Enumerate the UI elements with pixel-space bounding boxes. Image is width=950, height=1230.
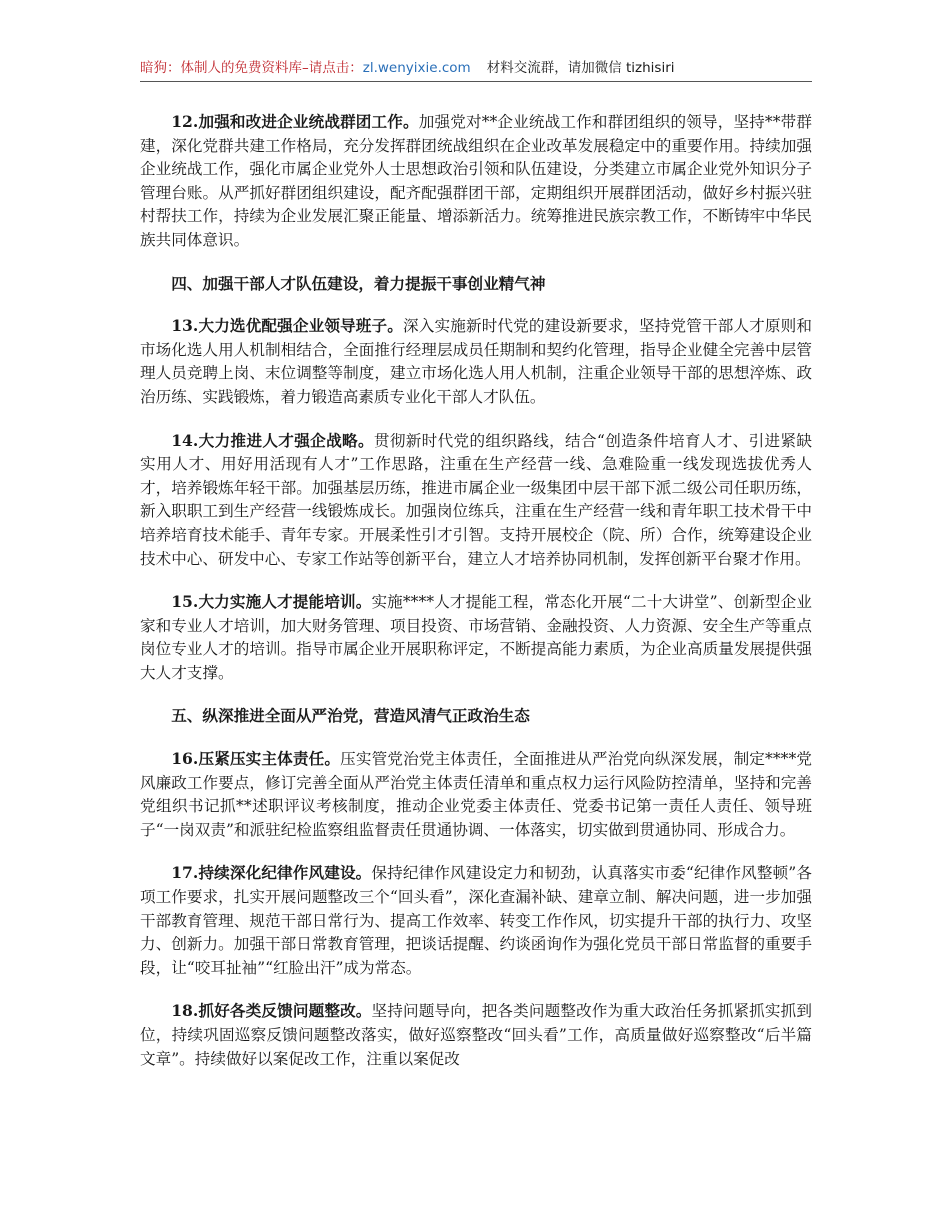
header-prompt: –请点击： xyxy=(302,60,363,76)
paragraph-16 xyxy=(140,747,812,842)
section-heading-4: 四、加强干部人才队伍建设，着力提振干事创业精气神 xyxy=(171,273,546,293)
paragraph-text: 保持纪律作风建设定力和韧劲，认真落实市委“纪律作风整顿”各项工作要求，扎实开展问题整改三个“回头看”，深化查漏补缺、建章立制、解决问题，进一步加强干部教育管理、规范干部日常行为、提高工作效率、转变工作作风，切实提升干部的执行力、攻坚力、创新力。加强干部日常教育管理，把谈话提醒、约谈函询作为强化党员干部日常监督的重要手段，让“咬耳扯袖”“红脸出汗”成为常态。 xyxy=(140,864,812,977)
paragraph-text: 加强党对**企业统战工作和群团组织的领导，坚持**带群建，深化党群共建工作格局，充分发挥群团统战组织在企业改革发展稳定中的重要作用。持续加强企业统战工作，强化市属企业党外人士思想政治引领和队伍建设，分类建立市属企业党外知识分子管理台账。从严抓好群团组织建设，配齐配强群团干部，定期组织开展群团活动，做好乡村振兴驻村帮扶工作，持续为企业发展汇聚正能量、增添新活力。统筹推进民族宗教工作，不断铸牢中华民族共同体意识。 xyxy=(140,113,812,249)
paragraph-lead: 12.加强和改进企业统战群团工作。 xyxy=(171,112,419,131)
paragraph-text: 贯彻新时代党的组织路线，结合“创造条件培育人才、引进紧缺实用人才、用好用活现有人才”工作思路，注重在生产经营一线、急难险重一线发现选拔优秀人才，培养锻炼年轻干部。加强基层历练，推进市属企业一级集团中层干部下派二级公司任职历练，新入职职工到生产经营一线锻炼成长。加强岗位练兵，注重在生产经营一线和青年职工技术骨干中培养培育技术能手、青年专家。开展柔性引才引智。支持开展校企（院、所）合作，统筹建设企业技术中心、研发中心、专家工作站等创新平台，建立人才培养协同机制，发挥创新平台聚才作用。 xyxy=(140,431,812,568)
paragraph-13 xyxy=(140,314,812,409)
section-heading-5: 五、纵深推进全面从严治党，营造风清气正政治生态 xyxy=(171,706,530,726)
header-divider xyxy=(140,81,812,82)
paragraph-14 xyxy=(140,429,812,572)
header-contact: 材料交流群，请加微信 tizhisiri xyxy=(486,60,675,76)
paragraph-lead: 13.大力选优配强企业领导班子。 xyxy=(171,316,404,336)
header-brand: 暗狗：体制人的免费资料库 xyxy=(140,60,302,76)
paragraph-lead: 14.大力推进人才强企战略。 xyxy=(171,430,374,450)
page-header xyxy=(140,57,812,79)
paragraph-15 xyxy=(140,590,812,685)
paragraph-lead: 16.压紧压实主体责任。 xyxy=(171,749,341,769)
paragraph-lead: 18.抓好各类反馈问题整改。 xyxy=(171,1001,372,1021)
paragraph-text: 压实管党治党主体责任，全面推进从严治党向纵深发展，制定****党风廉政工作要点，修订完善全面从严治党主体责任清单和重点权力运行风险防控清单，坚持和完善党组织书记抓**述职评议考核制度，推动企业党委主体责任、党委书记第一责任人责任、领导班子“一岗双责”和派驻纪检监察组监督责任贯通协调、一体落实，切实做到贯通协同、形成合力。 xyxy=(140,750,812,839)
header-url-link[interactable]: zl.wenyixie.com xyxy=(362,60,471,76)
document-body xyxy=(140,110,812,1090)
paragraph-lead: 17.持续深化纪律作风建设。 xyxy=(171,863,372,883)
paragraph-12 xyxy=(140,110,812,253)
paragraph-text: 实施****人才提能工程，常态化开展“二十大讲堂”、创新型企业家和专业人才培训，加大财务管理、项目投资、市场营销、金融投资、人力资源、安全生产等重点岗位专业人才的培训。指导市属企业开展职称评定，不断提高能力素质，为企业高质量发展提供强大人才支撑。 xyxy=(140,593,812,682)
paragraph-17 xyxy=(140,861,812,980)
paragraph-lead: 15.大力实施人才提能培训。 xyxy=(171,592,372,612)
paragraph-text: 坚持问题导向，把各类问题整改作为重大政治任务抓紧抓实抓到位，持续巩固巡察反馈问题整改落实，做好巡察整改“回头看”工作，高质量做好巡察整改“后半篇文章”。持续做好以案促改工作，注重以案促改 xyxy=(140,1002,812,1068)
paragraph-18 xyxy=(140,999,812,1071)
paragraph-text: 深入实施新时代党的建设新要求，坚持党管干部人才原则和市场化选人用人机制相结合，全面推行经理层成员任期制和契约化管理，指导企业健全完善中层管理人员竞聘上岗、末位调整等制度，建立市场化选人用人机制，注重企业领导干部的思想淬炼、政治历练、实践锻炼，着力锻造高素质专业化干部人才队伍。 xyxy=(140,317,812,406)
